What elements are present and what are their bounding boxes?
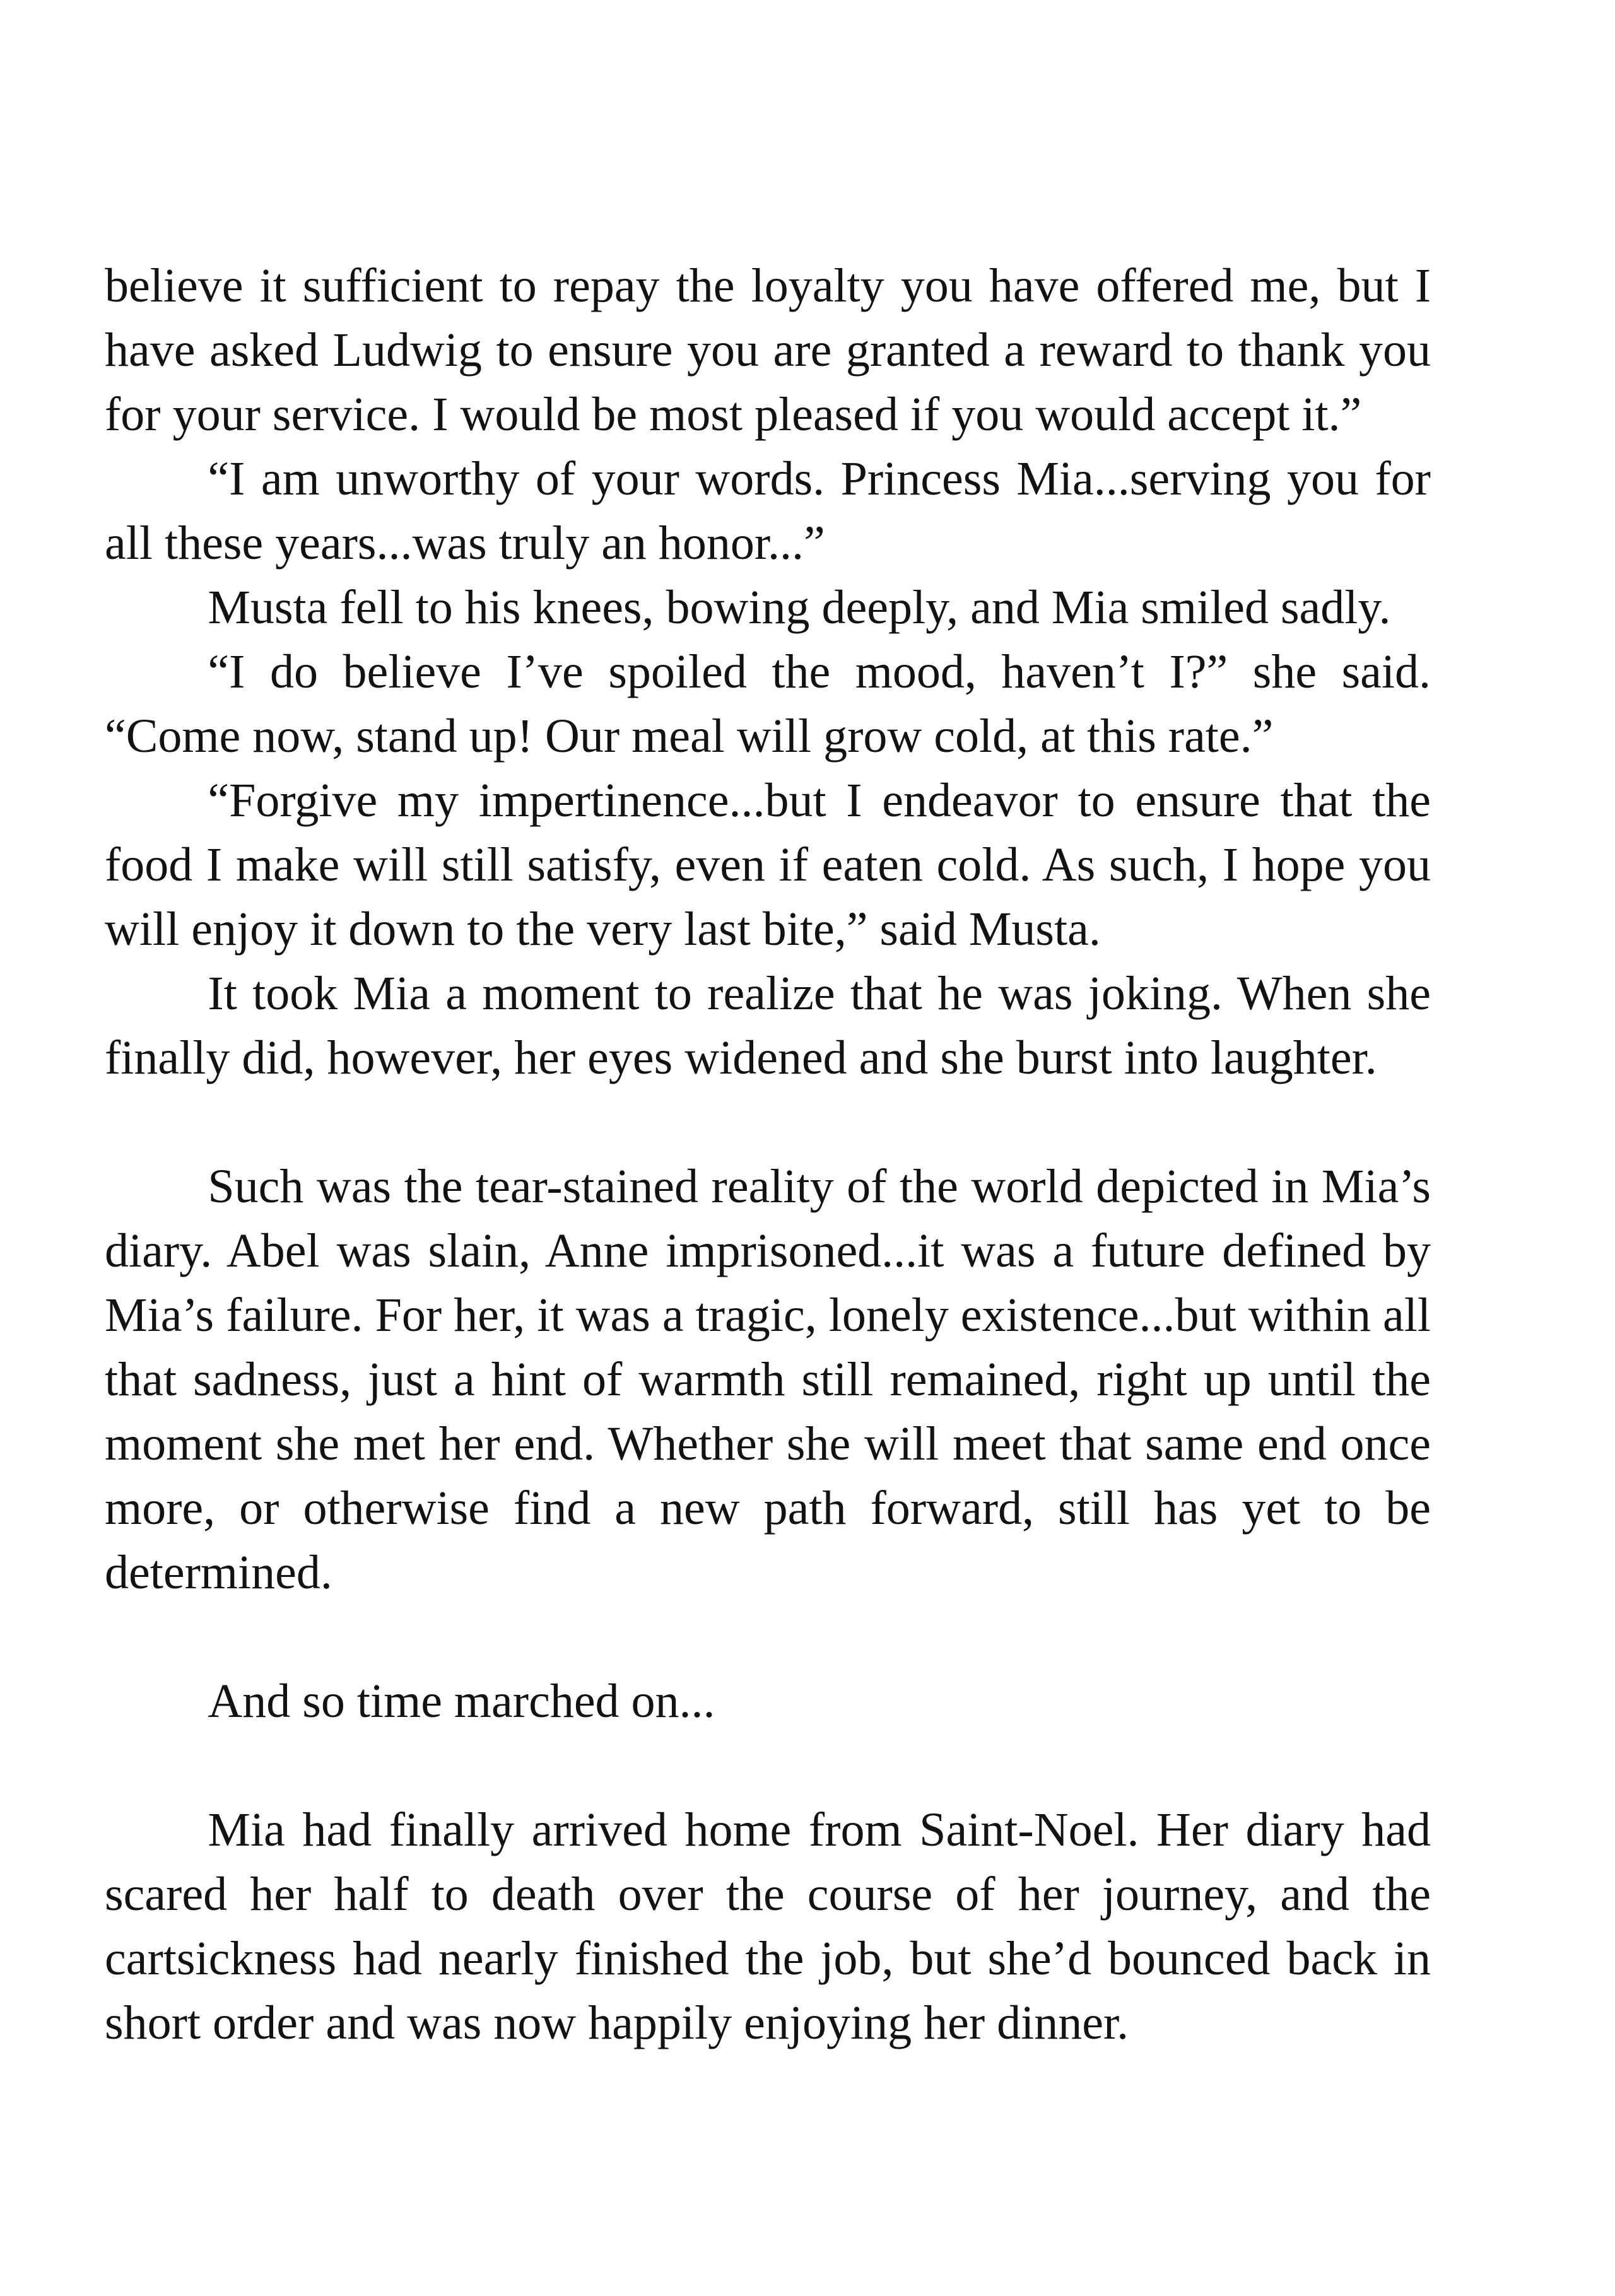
paragraph-narration: It took Mia a moment to realize that he was joking. When she finally did, however, her eyes widened and she burst into laughter. <box>105 967 1431 1084</box>
paragraph-dialogue: “I do believe I’ve spoiled the mood, haven’t I?” she said. “Come now, stand up! Our meal will grow cold, at this rate.” <box>105 645 1431 763</box>
paragraph-transition: And so time marched on... <box>208 1675 715 1728</box>
paragraph-dialogue: “I am unworthy of your words. Princess Mia...serving you for all these years...was truly an honor...” <box>105 452 1431 570</box>
paragraph-continuation: believe it sufficient to repay the loyalty you have offered me, but I have asked Ludwig to ensure you are granted a reward to thank you for your service. I would be most pleased if you would accept it.” <box>105 259 1431 441</box>
paragraph-narration: Musta fell to his knees, bowing deeply, and Mia smiled sadly. <box>208 581 1391 634</box>
paragraph-narration: Such was the tear-stained reality of the world depicted in Mia’s diary. Abel was slain, Anne imprisoned...it was a future defined by Mia’s failure. For her, it was a tragic, lonely existence...but within all that sadness, just a hint of warmth still remained, right up until the moment she met her end. Whether she will meet that same end once more, or otherwise find a new path forward, still has yet to be determined. <box>105 1160 1431 1599</box>
paragraph-narration: Mia had finally arrived home from Saint-Noel. Her diary had scared her half to death over the course of her journey, and the cartsickness had nearly finished the job, but she’d bounced back in short order and was now happily enjoying her dinner. <box>105 1803 1431 2049</box>
paragraph-dialogue: “Forgive my impertinence...but I endeavor to ensure that the food I make will still satisfy, even if eaten cold. As such, I hope you will enjoy it down to the very last bite,” said Musta. <box>105 774 1431 956</box>
body-text <box>105 254 1431 2055</box>
